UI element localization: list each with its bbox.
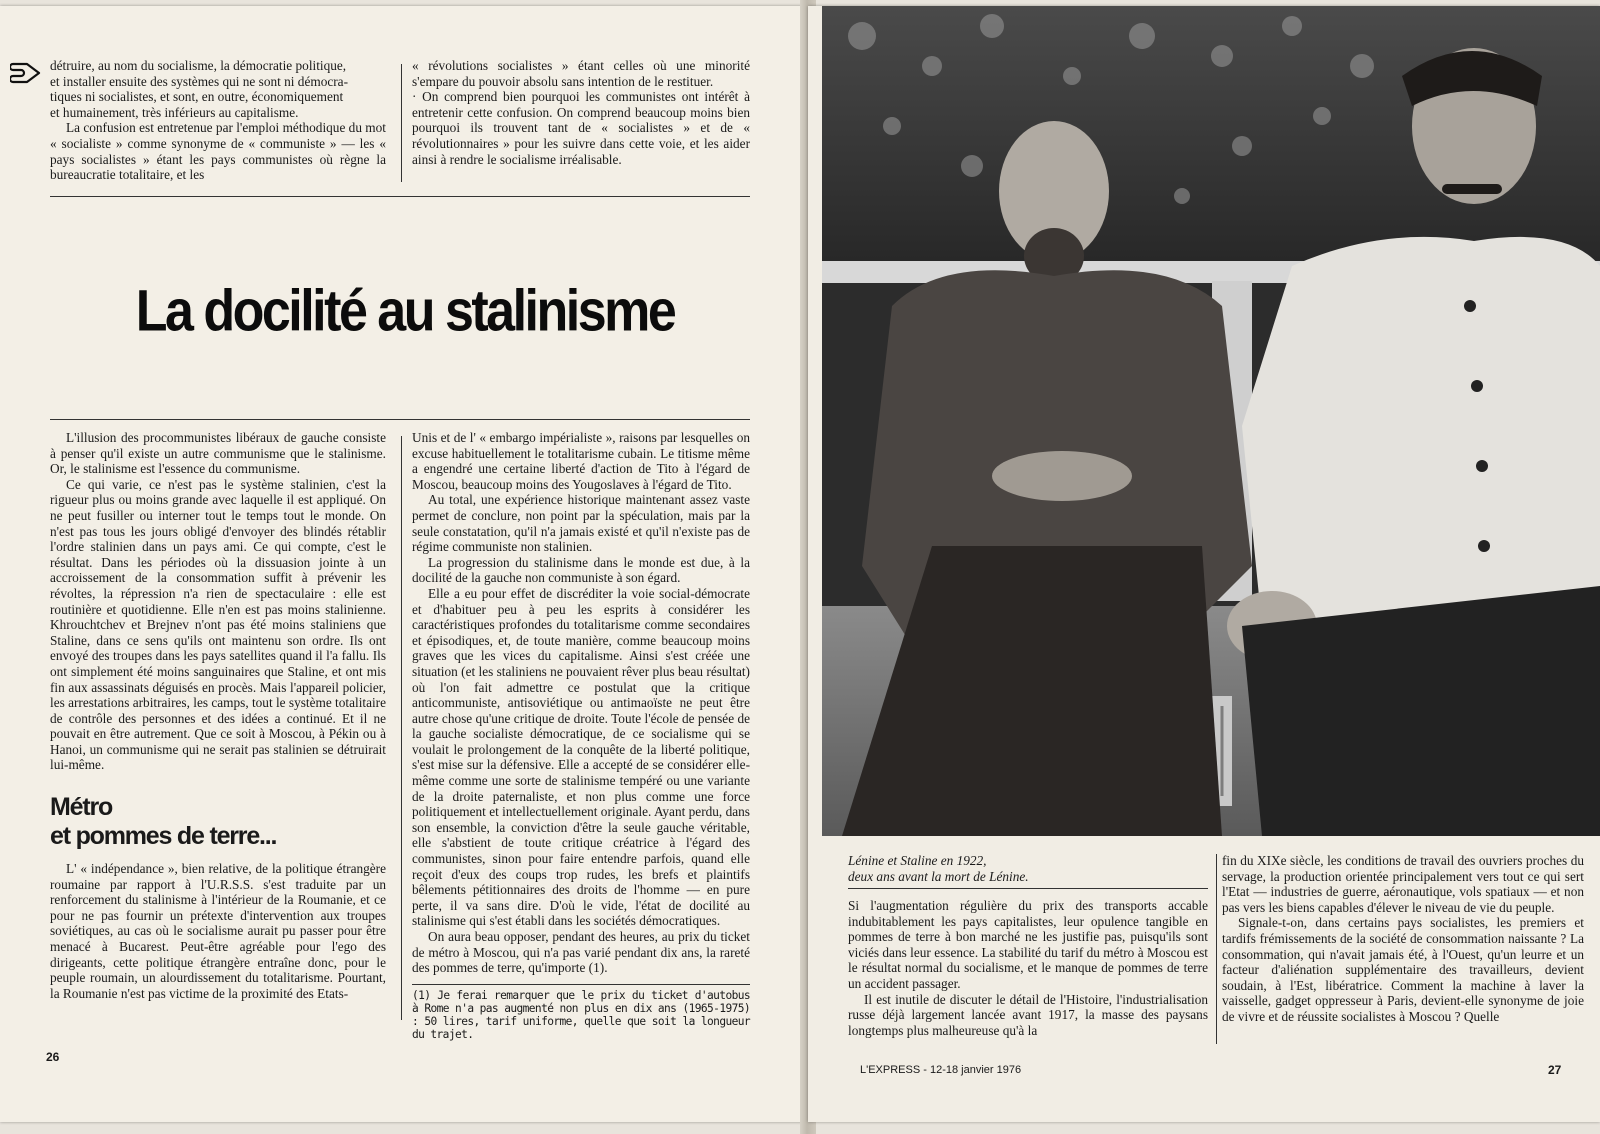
photo-caption xyxy=(848,853,1198,885)
section-divider-bottom xyxy=(50,419,750,420)
article-column-4 xyxy=(1222,853,1584,1025)
col2-paragraph-5: On aura beau opposer, pendant des heures, au prix du ticket de métro à Moscou, qui n'a pas varié pendant dix ans, la rareté des pommes de terre, qu'importe (1). xyxy=(412,929,750,976)
intro-line-1: détruire, au nom du socialisme, la démocratie politique, xyxy=(50,58,347,73)
col3-paragraph-1: Si l'augmentation régulière du prix des transports accable indubitablement les pays capitalistes, leur opulence tangible en pommes de terre à bon marché ne les justifie pas, puisqu'ils sont viciés dans leur essence. La stabilité du tarif du métro à Moscou est le résultat normal du socialisme, et le manque de pommes de terre un accident passager. xyxy=(848,898,1208,991)
subheading xyxy=(50,793,386,851)
intro-right-paragraph-2: · On comprend bien pourquoi les communistes ont intérêt à entretenir cette confusion. On comprend beaucoup moins bien pourquoi ils trouvent tant de « socialistes » et de « révolutionnaires » pour les suivre dans cette voie, et les aider ainsi à rendre le socialisme irréalisable. xyxy=(412,89,750,167)
col1-paragraph-1: L'illusion des procommunistes libéraux de gauche consiste à penser qu'il existe un autre communisme que le stalinisme. Or, le stalinisme est l'essence du communisme. xyxy=(50,430,386,477)
continue-arrow-icon xyxy=(10,58,46,88)
subheading-line-1: Métro xyxy=(50,793,113,822)
col2-paragraph-2: Au total, une expérience historique maintenant assez vaste permet de conclure, non point par la spéculation, mais par la seule constatation, qu'il n'a jamais existé et qu'il n'existe pas de régime communiste non stalinien. xyxy=(412,492,750,555)
column-rule xyxy=(1216,854,1217,1044)
article-column-2 xyxy=(412,430,750,1041)
left-page xyxy=(0,6,810,1122)
article-headline: La docilité au stalinisme xyxy=(135,279,675,345)
masthead-date: L'EXPRESS - 12-18 janvier 1976 xyxy=(860,1064,1022,1076)
intro-right-column xyxy=(412,58,750,167)
intro-right-paragraph-1: « révolutions socialistes » étant celles où une minorité s'empare du pouvoir absolu sans intention de le restituer. xyxy=(412,58,750,89)
caption-rule xyxy=(848,888,1208,889)
column-rule xyxy=(401,64,402,182)
article-column-3 xyxy=(848,898,1208,1038)
col4-paragraph-1: fin du XIXe siècle, les conditions de travail des ouvriers proches du servage, la production orientée principalement vers tout ce qui sert l'Etat — industries de guerre, aéronautique, vols spatiaux — et non pas vers les biens capables d'élever le niveau de vie du peuple. xyxy=(1222,853,1584,915)
column-rule xyxy=(401,436,402,1020)
intro-left-column xyxy=(50,58,386,183)
article-column-1 xyxy=(50,430,386,1001)
page-number-left: 26 xyxy=(46,1050,60,1064)
intro-paragraph-2: La confusion est entretenue par l'emploi méthodique du mot « socialiste » comme synonyme de « communiste » — les « pays socialistes » étant les pays communistes où règne la bureaucratie totalitaire, et les xyxy=(50,120,386,183)
right-page xyxy=(808,6,1600,1122)
caption-line-2: deux ans avant la mort de Lénine. xyxy=(848,869,1029,884)
historical-photograph xyxy=(822,6,1600,836)
caption-line-1: Lénine et Staline en 1922, xyxy=(848,853,987,868)
col2-paragraph-1: Unis et de l' « embargo impérialiste », raisons par lesquelles on excuse habituellement le totalitarisme cubain. Le titisme même a engendré une certaine liberté d'action de Tito à l'égard de Moscou, beaucoup moins des Yougoslaves à l'égard de Tito. xyxy=(412,430,750,492)
section-divider-top xyxy=(50,196,750,197)
col1-paragraph-3: L' « indépendance », bien relative, de la politique étrangère roumaine par rapport à l'U.R.S.S. s'est traduite par un renforcement du stalinisme à l'intérieur de la Roumanie, et ce pour ne pas fournir un prétexte d'intervention aux troupes soviétiques, au cas où le socialisme aurait pu passer pour être menacé à Bucarest. Peut-être agréable pour l'ego des dirigeants, cette politique étrangère entraîne donc, pour le peuple roumain, un alourdissement du totalitarisme. Pourtant, la Roumanie n'est pas victime de la proximité des Etats- xyxy=(50,861,386,1001)
intro-line-3: tiques ni socialistes, et sont, en outre, économiquement xyxy=(50,89,344,105)
footnote-rule xyxy=(412,984,750,985)
footnote: (1) Je ferai remarquer que le prix du ticket d'autobus à Rome n'a pas augmenté non plus en dix ans (1965-1975) : 50 lires, tarif uniforme, quelle que soit la longueur du trajet. xyxy=(412,988,750,1041)
col2-paragraph-3: La progression du stalinisme dans le monde est due, à la docilité de la gauche non communiste à son égard. xyxy=(412,554,750,586)
photo-illustration xyxy=(822,6,1600,836)
subheading-line-2: et pommes de terre... xyxy=(50,822,277,851)
col4-paragraph-2: Signale-t-on, dans certains pays socialistes, les premiers et tardifs frémissements de la société de consommation naissante ? La consommation, qui n'avait jamais été, à l'Ouest, qu'un leurre et un facteur d'aliénation supplémentaire des travailleurs, devient soudain, à l'Est, libératrice. Comment la machine à laver la vaisselle, gadget oppresseur à Paris, devient-elle synonyme de joie de vivre et de réussite socialistes à Moscou ? Quelle xyxy=(1222,915,1584,1024)
col2-paragraph-4: Elle a eu pour effet de discréditer la voie social-démocrate et d'habituer peu à peu les esprits à considérer les caractéristiques profondes du totalitarisme comme secondaires et épisodiques, et, de toute manière, comme beaucoup moins graves que les vices du capitalisme. Ainsi s'est créée une situation (et les staliniens ne pouvaient rêver plus beau résultat) où l'on fait admettre ce postulat que la critique anticommuniste, antisoviétique ou antimaoïste ne peut être autre chose qu'une critique de droite. Toute l'école de pensée de la gauche socialiste démocratique, de ce socialisme qui se voulait le prolongement de la conquête de la liberté politique, s'est mise sur la défensive. Elle a accepté de se considérer elle-même comme une sorte de stalinisme tempéré ou une variante de la droite paternaliste, et non plus comme une force politiquement et intellectuellement originale. Ayant perdu, dans son ensemble, la conviction d'être la seule gauche véritable, elle s'abstient de toute critique créatrice à l'égard des communistes, sinon pour faire entendre parfois, quand elle reçoit d'eux des coups trop rudes, les brefs et plaintifs bêlements pétitionnaires des droits de l'homme — en pure perte, il va sans dire. D'où le vide, l'état de docilité au stalinisme qui s'est établi dans les sociétés démocratiques. xyxy=(412,585,750,929)
page-number-right: 27 xyxy=(1548,1063,1562,1077)
intro-line-4: et humainement, très inférieurs au capitalisme. xyxy=(50,104,299,120)
col1-paragraph-2: Ce qui varie, ce n'est pas le système stalinien, c'est la rigueur plus ou moins grande avec laquelle il est appliqué. On ne peut fusiller ou interner tout le temps tout le monde. On n'est pas tous les jours obligé d'envoyer des blindés rétablir l'ordre stalinien dans un pays ami. Ce qui compte, c'est le résultat. Dans les périodes où la dissuasion jointe à un accroissement de la consommation suffit à prévenir les révoltes, la répression n'a rien de spectaculaire : elle est routinière et quotidienne. Elle n'en est pas moins stalinienne. Khrouchtchev et Brejnev n'ont pas été moins staliniens que Staline, dans ce sens qu'ils ont maintenu son ordre. Ils ont envoyé des troupes dans les pays satellites quand il l'a fallu. Ils ont simplement été moins sanguinaires que Staline, et ont mis fin aux assassinats déguisés en procès. Mais l'appareil policier, les arrestations arbitraires, les camps, tout le système totalitaire de contrôle des personnes et des idées a continué. Et il ne pouvait en être autrement. Que ce soit à Moscou, à Pékin ou à Hanoi, un communisme qui ne serait pas stalinien se détruirait lui-même. xyxy=(50,476,387,773)
intro-line-2: et installer ensuite des systèmes qui ne sont ni démocra- xyxy=(50,73,348,89)
col3-paragraph-2: Il est inutile de discuter le détail de l'Histoire, l'industrialisation russe déjà largement lancée avant 1917, la masse des paysans longtemps plus malheureuse qu'à la xyxy=(848,991,1208,1038)
